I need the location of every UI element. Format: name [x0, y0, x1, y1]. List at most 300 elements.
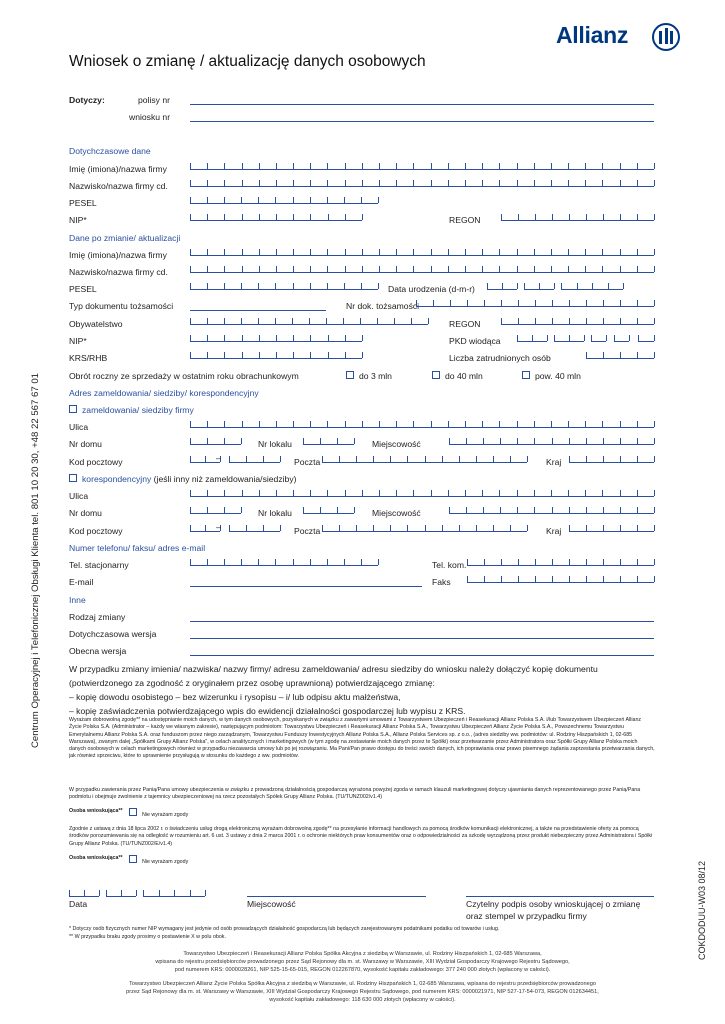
no-consent-option-2[interactable] — [129, 855, 188, 866]
comb-tick — [637, 249, 638, 255]
prev-version-field[interactable] — [190, 638, 654, 639]
landline-field[interactable] — [190, 558, 378, 566]
section-previous-heading: Dotychczasowe dane — [69, 146, 151, 156]
comb-tick — [413, 421, 414, 427]
comb-tick — [258, 283, 259, 289]
comb-tick — [379, 180, 380, 186]
comb-tick — [431, 266, 432, 272]
checkbox-icon[interactable] — [129, 855, 137, 863]
prev-pesel-field[interactable] — [190, 196, 378, 204]
consent-signer-1: Osoba wnioskująca** — [69, 808, 123, 814]
comb-tick — [275, 283, 276, 289]
comb-tick — [623, 283, 624, 289]
curr-version-field[interactable] — [190, 655, 654, 656]
signature-field[interactable] — [466, 896, 654, 897]
comb-tick — [242, 163, 243, 169]
comb-tick — [465, 163, 466, 169]
comb-tick — [569, 576, 570, 582]
comb-tick — [620, 559, 621, 565]
comb-tick — [517, 507, 518, 513]
comb-tick — [654, 180, 655, 186]
footer-line: pod numerem KRS: 0000028261, NIP 525-15-65-015, REGON 012267870, wysokość kapitału zakładowego: 377 240 000 złotych (wpłacony w całości). — [174, 967, 551, 973]
comb-tick — [552, 214, 553, 220]
corr-city-label: Miejscowość — [372, 508, 421, 518]
comb-tick — [259, 249, 260, 255]
postcode-separator: – — [216, 453, 221, 463]
policy-number-field[interactable] — [190, 104, 654, 105]
comb-tick — [482, 266, 483, 272]
comb-tick — [637, 456, 638, 462]
house-no-field[interactable] — [190, 437, 241, 445]
new-surname-field[interactable] — [190, 265, 654, 273]
prev-nip-field[interactable] — [190, 213, 362, 221]
comb-tick — [190, 180, 191, 186]
comb-tick — [362, 163, 363, 169]
comb-tick — [327, 249, 328, 255]
pkd-field-4[interactable] — [614, 334, 629, 342]
comb-tick — [159, 890, 160, 896]
comb-tick — [467, 576, 468, 582]
new-pesel-field[interactable] — [190, 282, 378, 290]
comb-tick — [534, 421, 535, 427]
comb-tick — [501, 318, 502, 324]
comb-tick — [568, 180, 569, 186]
comb-tick — [569, 559, 570, 565]
fax-field[interactable] — [467, 575, 654, 583]
citizenship-field[interactable] — [190, 317, 428, 325]
corr-house-no-field[interactable] — [190, 506, 241, 514]
comb-tick — [378, 197, 379, 203]
sign-day-field[interactable] — [69, 889, 99, 897]
sign-place-field[interactable] — [247, 896, 426, 897]
comb-tick — [69, 890, 70, 896]
comb-tick — [499, 490, 500, 496]
comb-tick — [637, 507, 638, 513]
prev-pesel-label: PESEL — [69, 198, 97, 208]
turnover-option-40mln[interactable] — [432, 371, 483, 381]
consent-electronic-text: Zgodnie z ustawą z dnia 18 lipca 2002 r. o świadczeniu usług drogą elektroniczną wyrażam dobrowolną zgodę** na przesyłanie informacji handlowych za pomocą środków komunikacji elektronicznej, a także na przedstawienie oferty za pomocą środków porozumiewania się na odległość w rozumieniu art. 6 ust. 3 ustawy z dnia 2 marca 2001 r. o ochronie niektórych praw konsumentów oraz o odpowiedzialności za szkodę wyrządzoną przez produkt niebezpieczny przez Administratora i Spółki Grupy Allianz Polska. (TU/TUNZ002/E/v1.4) — [69, 826, 653, 847]
comb-tick — [569, 438, 570, 444]
comb-tick — [258, 559, 259, 565]
comb-tick — [205, 525, 206, 531]
comb-tick — [499, 249, 500, 255]
comb-tick — [224, 283, 225, 289]
flat-no-label: Nr lokalu — [258, 439, 292, 449]
country-field[interactable] — [569, 455, 654, 463]
comb-tick — [413, 180, 414, 186]
checkbox-icon[interactable] — [69, 474, 77, 482]
comb-tick — [258, 318, 259, 324]
new-nip-label: NIP* — [69, 336, 87, 346]
landline-label: Tel. stacjonarny — [69, 560, 129, 570]
birth-month-field[interactable] — [524, 282, 554, 290]
comb-tick — [258, 197, 259, 203]
prev-nip-label: NIP* — [69, 215, 87, 225]
comb-tick — [535, 576, 536, 582]
comb-tick — [207, 266, 208, 272]
sign-year-field[interactable] — [143, 889, 205, 897]
comb-tick — [637, 266, 638, 272]
corr-postcode-separator: – — [216, 522, 221, 532]
comb-tick — [241, 283, 242, 289]
comb-tick — [602, 421, 603, 427]
comb-tick — [396, 163, 397, 169]
checkbox-icon[interactable] — [69, 405, 77, 413]
comb-tick — [143, 890, 144, 896]
comb-tick — [259, 266, 260, 272]
comb-tick — [425, 525, 426, 531]
comb-tick — [396, 421, 397, 427]
comb-tick — [276, 335, 277, 341]
employees-field[interactable] — [586, 351, 654, 359]
post-office-field[interactable] — [322, 455, 527, 463]
comb-tick — [310, 352, 311, 358]
comb-tick — [356, 456, 357, 462]
signature-label-1: Czytelny podpis osoby wnioskującej o zmianę — [466, 899, 641, 909]
comb-tick — [207, 197, 208, 203]
comb-tick — [344, 283, 345, 289]
prev-name-field[interactable] — [190, 162, 654, 170]
comb-tick — [637, 352, 638, 358]
comb-tick — [84, 890, 85, 896]
comb-tick — [552, 507, 553, 513]
comb-tick — [205, 890, 206, 896]
footnote-1: * Dotyczy osób fizycznych numer NIP wymagany jest jedynie od osób prowadzących działalność gospodarczą lub będących zarejestrowanymi podatnikami podatku od towarów i usług. — [69, 926, 500, 932]
allianz-eagle-logo-icon — [652, 23, 680, 51]
footer-line: przez Sąd Rejonowy dla m. st. Warszawy w Warszawie, XIII Wydział Gospodarczy Krajowego Rejestru Sądowego, pod numerem KRS: 0000021971, NIP 527-17-54-073, REGON 012634451, — [126, 989, 599, 995]
comb-tick — [568, 266, 569, 272]
comb-tick — [205, 456, 206, 462]
comb-tick — [407, 525, 408, 531]
address-registered-label: zameldowania/ siedziby firmy — [82, 405, 194, 415]
comb-tick — [637, 525, 638, 531]
comb-tick — [501, 576, 502, 582]
comb-tick — [629, 335, 630, 341]
comb-tick — [535, 300, 536, 306]
comb-tick — [360, 318, 361, 324]
corr-post-office-field[interactable] — [322, 524, 527, 532]
comb-tick — [259, 352, 260, 358]
notice-text — [69, 662, 598, 718]
comb-tick — [654, 318, 655, 324]
new-nip-field[interactable] — [190, 334, 362, 342]
comb-tick — [518, 576, 519, 582]
comb-tick — [310, 559, 311, 565]
comb-tick — [431, 249, 432, 255]
comb-tick — [517, 438, 518, 444]
comb-tick — [517, 283, 518, 289]
comb-tick — [275, 197, 276, 203]
corr-postcode-field-2[interactable] — [229, 524, 280, 532]
comb-tick — [569, 507, 570, 513]
comb-tick — [620, 421, 621, 427]
comb-tick — [354, 438, 355, 444]
comb-tick — [303, 507, 304, 513]
comb-tick — [276, 352, 277, 358]
prev-regon-label: REGON — [449, 215, 481, 225]
comb-tick — [390, 525, 391, 531]
comb-tick — [551, 180, 552, 186]
footer-company-2 — [60, 980, 665, 1004]
flat-no-field[interactable] — [303, 437, 354, 445]
id-doc-no-field[interactable] — [416, 299, 654, 307]
comb-tick — [190, 438, 191, 444]
comb-tick — [344, 197, 345, 203]
checkbox-icon[interactable] — [129, 808, 137, 816]
comb-tick — [345, 490, 346, 496]
comb-tick — [584, 335, 585, 341]
comb-tick — [259, 163, 260, 169]
comb-tick — [293, 352, 294, 358]
turnover-option-over40mln[interactable] — [522, 371, 581, 381]
comb-tick — [190, 266, 191, 272]
comb-tick — [620, 180, 621, 186]
comb-tick — [259, 421, 260, 427]
change-type-label: Rodzaj zmiany — [69, 612, 126, 622]
comb-tick — [293, 197, 294, 203]
postcode-field-2[interactable] — [229, 455, 280, 463]
new-name-field[interactable] — [190, 248, 654, 256]
comb-tick — [586, 352, 587, 358]
corr-street-field[interactable] — [190, 489, 654, 497]
comb-tick — [551, 249, 552, 255]
comb-tick — [339, 456, 340, 462]
comb-tick — [190, 490, 191, 496]
house-no-label: Nr domu — [69, 439, 102, 449]
comb-tick — [482, 249, 483, 255]
pkd-field-1[interactable] — [517, 334, 547, 342]
footer-line: Towarzystwo Ubezpieczeń i Reasekuracji Allianz Polska Spółka Akcyjna z siedzibą w Warszawie, ul. Rodziny Hiszpańskich 1, 02-685 Warszawa, — [183, 951, 542, 957]
comb-tick — [620, 214, 621, 220]
comb-tick — [568, 490, 569, 496]
comb-tick — [586, 559, 587, 565]
comb-tick — [431, 180, 432, 186]
comb-tick — [577, 283, 578, 289]
comb-tick — [310, 163, 311, 169]
comb-tick — [362, 490, 363, 496]
comb-tick — [637, 438, 638, 444]
corr-flat-no-label: Nr lokalu — [258, 508, 292, 518]
pkd-field-5[interactable] — [638, 334, 654, 342]
comb-tick — [534, 490, 535, 496]
comb-tick — [207, 283, 208, 289]
comb-tick — [654, 507, 655, 513]
comb-tick — [242, 352, 243, 358]
comb-tick — [602, 163, 603, 169]
comb-tick — [654, 559, 655, 565]
corr-flat-no-field[interactable] — [303, 506, 354, 514]
comb-tick — [568, 421, 569, 427]
comb-tick — [431, 490, 432, 496]
prev-surname-field[interactable] — [190, 179, 654, 187]
comb-tick — [190, 249, 191, 255]
comb-tick — [466, 507, 467, 513]
comb-tick — [396, 490, 397, 496]
comb-tick — [379, 421, 380, 427]
email-field[interactable] — [190, 586, 422, 587]
comb-tick — [174, 890, 175, 896]
comb-tick — [327, 197, 328, 203]
mobile-field[interactable] — [467, 558, 654, 566]
pkd-field-2[interactable] — [554, 334, 584, 342]
comb-tick — [637, 180, 638, 186]
comb-tick — [654, 352, 655, 358]
comb-tick — [310, 335, 311, 341]
comb-tick — [207, 421, 208, 427]
comb-tick — [500, 438, 501, 444]
comb-tick — [465, 266, 466, 272]
comb-tick — [535, 318, 536, 324]
comb-tick — [586, 300, 587, 306]
comb-tick — [484, 300, 485, 306]
birth-day-field[interactable] — [487, 282, 517, 290]
comb-tick — [310, 249, 311, 255]
pkd-field-3[interactable] — [591, 334, 606, 342]
new-surname-label: Nazwisko/nazwa firmy cd. — [69, 267, 168, 277]
no-consent-option-1[interactable] — [129, 808, 188, 819]
comb-tick — [354, 507, 355, 513]
street-field[interactable] — [190, 420, 654, 428]
comb-tick — [280, 456, 281, 462]
comb-tick — [602, 249, 603, 255]
application-number-field[interactable] — [190, 121, 654, 122]
comb-tick — [337, 438, 338, 444]
comb-tick — [326, 318, 327, 324]
form-code: COKDODUU-W03 08/12 — [697, 860, 707, 960]
comb-tick — [411, 318, 412, 324]
section-address-heading: Adres zameldowania/ siedziby/ korespondencyjny — [69, 388, 259, 398]
comb-tick — [551, 421, 552, 427]
comb-tick — [224, 352, 225, 358]
comb-tick — [345, 266, 346, 272]
comb-tick — [229, 456, 230, 462]
comb-tick — [379, 249, 380, 255]
comb-tick — [552, 318, 553, 324]
address-corr-option[interactable] — [69, 474, 296, 484]
comb-tick — [276, 180, 277, 186]
krs-field[interactable] — [190, 351, 362, 359]
comb-tick — [303, 438, 304, 444]
checkbox-icon[interactable] — [432, 371, 440, 379]
comb-tick — [207, 507, 208, 513]
comb-tick — [483, 438, 484, 444]
change-type-field[interactable] — [190, 621, 654, 622]
comb-tick — [586, 318, 587, 324]
comb-tick — [637, 490, 638, 496]
corr-city-field[interactable] — [449, 506, 654, 514]
sign-month-field[interactable] — [106, 889, 136, 897]
comb-tick — [378, 559, 379, 565]
turnover-option-40mln-label: do 40 mln — [445, 371, 483, 381]
comb-tick — [527, 456, 528, 462]
new-regon-field[interactable] — [501, 317, 654, 325]
comb-tick — [263, 525, 264, 531]
new-name-label: Imię (imiona)/nazwa firmy — [69, 250, 167, 260]
turnover-option-3mln[interactable] — [346, 371, 392, 381]
comb-tick — [501, 214, 502, 220]
comb-tick — [327, 283, 328, 289]
postcode-label: Kod pocztowy — [69, 457, 123, 467]
comb-tick — [554, 335, 555, 341]
comb-tick — [394, 318, 395, 324]
comb-tick — [654, 249, 655, 255]
comb-tick — [654, 335, 655, 341]
comb-tick — [293, 421, 294, 427]
comb-tick — [654, 456, 655, 462]
comb-tick — [337, 507, 338, 513]
comb-tick — [328, 335, 329, 341]
comb-tick — [224, 163, 225, 169]
comb-tick — [592, 283, 593, 289]
comb-tick — [467, 300, 468, 306]
comb-tick — [379, 490, 380, 496]
comb-tick — [263, 456, 264, 462]
checkbox-icon[interactable] — [522, 371, 530, 379]
comb-tick — [259, 490, 260, 496]
comb-tick — [276, 421, 277, 427]
address-corr-label: korespondencyjny — [82, 474, 152, 484]
comb-tick — [586, 438, 587, 444]
city-field[interactable] — [449, 437, 654, 445]
corr-country-label: Kraj — [546, 526, 562, 536]
comb-tick — [224, 266, 225, 272]
address-registered-option[interactable] — [69, 405, 194, 415]
corr-country-field[interactable] — [569, 524, 654, 532]
comb-tick — [602, 490, 603, 496]
comb-tick — [121, 890, 122, 896]
comb-tick — [510, 525, 511, 531]
comb-tick — [637, 163, 638, 169]
comb-tick — [207, 335, 208, 341]
comb-tick — [373, 525, 374, 531]
policy-label: polisy nr — [138, 95, 170, 105]
comb-tick — [517, 335, 518, 341]
comb-tick — [482, 180, 483, 186]
id-doc-type-field[interactable] — [190, 310, 326, 311]
comb-tick — [190, 525, 191, 531]
comb-tick — [190, 318, 191, 324]
comb-tick — [603, 214, 604, 220]
prev-regon-field[interactable] — [501, 213, 654, 221]
comb-tick — [345, 180, 346, 186]
comb-tick — [428, 318, 429, 324]
comb-tick — [320, 438, 321, 444]
prev-version-label: Dotychczasowa wersja — [69, 629, 157, 639]
comb-tick — [620, 300, 621, 306]
comb-tick — [224, 490, 225, 496]
comb-tick — [585, 421, 586, 427]
consent-marketing-text: Wyrażam dobrowolną zgodę** na udostępnianie moich danych, w tym danych osobowych, pozyskanych w związku z zawartymi umowami z Towarzystwem Ubezpieczeń i Reasekuracji Allianz Polska S.A. i/lub Towarzystwem Ubezpieczeń Allianz Życie Polska S.A. (Administrator – każdy we własnym zakresie), następującym podmiotom: Towarzystwu Ubezpieczeń i Reasekuracji Allianz Polska S.A., Towarzystwu Ubezpieczeń Allianz Życie Polska S.A., Powszechnemu Towarzystwu Emerytalnemu Allianz Polska S.A. oraz funduszom przez niego zarządzanym, Towarzystwu Funduszy Inwestycyjnych Allianz Polska S.A., Allianz Polska Services sp. z o.o., (adres siedziby ww. podmiotów: ul. Rodziny Hiszpańskich 1, 02-685 Warszawa), zwanym dalej „Spółkami Grupy Allianz Polska", w celach analitycznych i marketingowych (w tym zgodę na zestawianie moich danych przez te Spółki) oraz przetwarzanie przez Administratora oraz Spółki Grupy Allianz Polska moich danych osobowych w celach marketingowych również w przypadku niezawarcia umowy lub po jej rozwiązaniu. Ma Pani/Pan prawo dostępu do treści swoich danych, ich poprawiania oraz prawo pisemnego żądania zaprzestania przetwarzania danych, jak również sprzeciwu, które to uprawnienie przysługują w stosunku do każdego z ww. podmiotów. — [69, 717, 655, 760]
comb-tick — [293, 335, 294, 341]
comb-tick — [362, 421, 363, 427]
comb-tick — [465, 421, 466, 427]
comb-tick — [431, 421, 432, 427]
comb-tick — [603, 559, 604, 565]
comb-tick — [328, 352, 329, 358]
comb-tick — [207, 180, 208, 186]
comb-tick — [518, 318, 519, 324]
comb-tick — [585, 266, 586, 272]
comb-tick — [569, 318, 570, 324]
checkbox-icon[interactable] — [346, 371, 354, 379]
comb-tick — [466, 438, 467, 444]
comb-tick — [310, 180, 311, 186]
comb-tick — [534, 180, 535, 186]
comb-tick — [327, 180, 328, 186]
comb-tick — [190, 197, 191, 203]
comb-tick — [276, 266, 277, 272]
birth-year-field[interactable] — [561, 282, 623, 290]
